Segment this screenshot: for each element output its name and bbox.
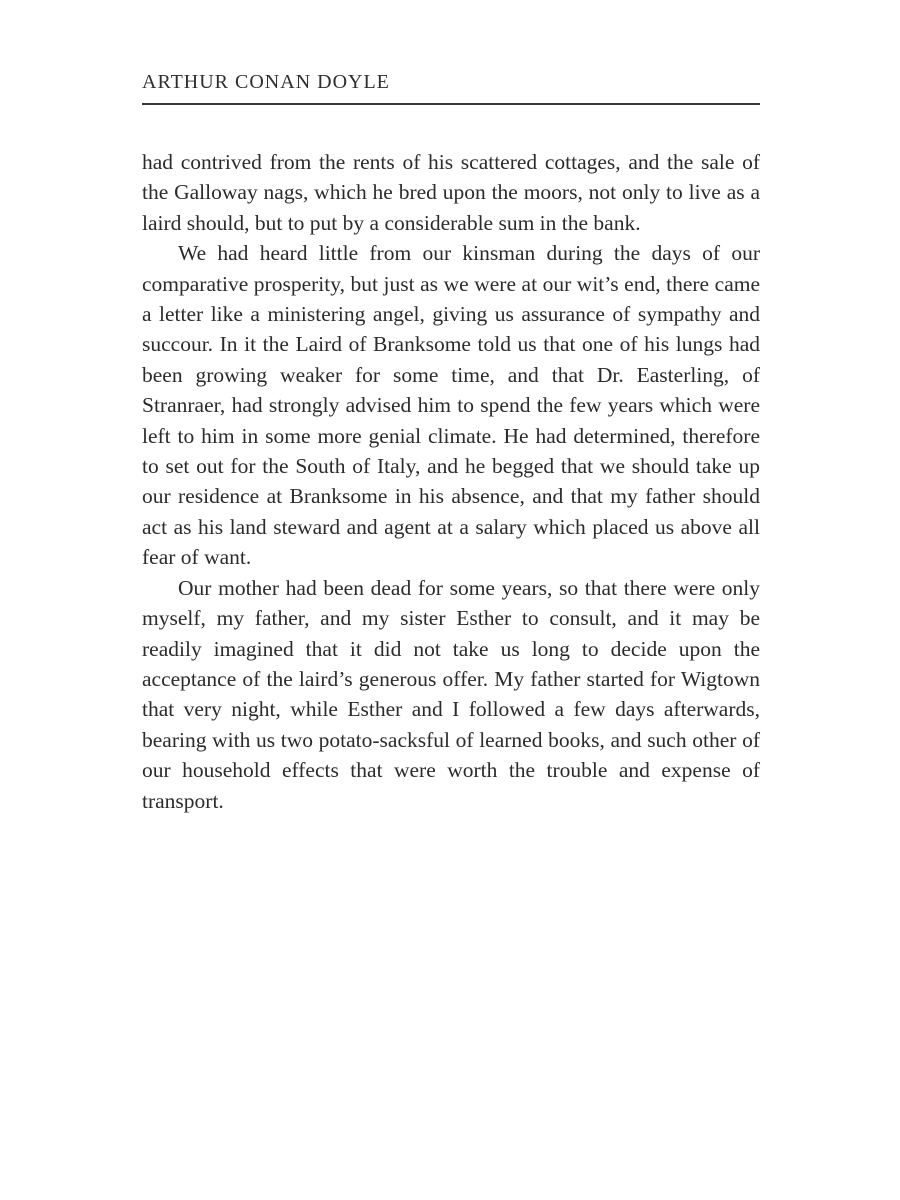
header-rule xyxy=(142,103,760,105)
paragraph-continuation: had contrived from the rents of his scattered cottages, and the sale of the Galloway nags, which he bred upon the moors, not only to live as a laird should, but to put by a considerable sum in the bank. xyxy=(142,150,760,235)
paragraph-family-decision: Our mother had been dead for some years, so that there were only myself, my father, and my sister Esther to consult, and it may be readily imagined that it did not take us long to decide upon the acceptance of the laird’s generous offer. My father started for Wigtown that very night, while Esther and I followed a few days afterwards, bearing with us two potato-sacksful of learned books, and such other of our household effects that were worth the trouble and expense of transport. xyxy=(142,575,760,813)
author-header-text: ARTHUR CONAN DOYLE xyxy=(142,71,390,93)
paragraph-kinsman-letter: We had heard little from our kinsman during the days of our comparative prosperity, but just as we were at our wit’s end, there came a letter like a ministering angel, giving us assurance of sympathy and succour. In it the Laird of Branksome told us that one of his lungs had been growing weaker for some time, and that Dr. Easterling, of Stranraer, had strongly advised him to spend the few years which were left to him in some more genial climate. He had determined, therefore to set out for the South of Italy, and he begged that we should take up our residence at Branksome in his absence, and that my father should act as his land steward and agent at a salary which placed us above all fear of want. xyxy=(142,241,760,570)
page-body xyxy=(142,147,760,816)
page-header xyxy=(142,70,760,105)
